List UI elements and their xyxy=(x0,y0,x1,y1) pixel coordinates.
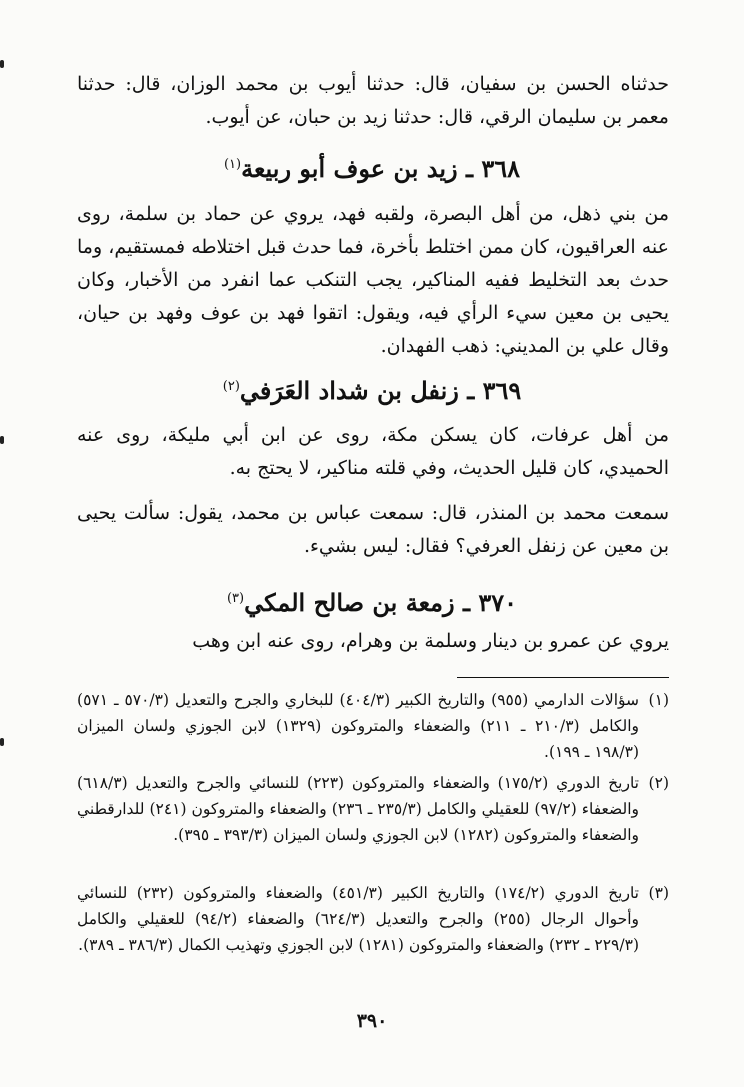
paragraph-entry-370: يروي عن عمرو بن دينار وسلمة بن وهرام، روى عنه ابن وهب xyxy=(192,630,669,652)
footnote-ref: (٣) xyxy=(226,591,245,606)
paragraph-isnad: حدثناه الحسن بن سفيان، قال: حدثنا أيوب بن محمد الوزان، قال: حدثنا معمر بن سليمان الرقي، قال: حدثنا زيد بن حبان، عن أيوب. xyxy=(77,73,669,128)
paragraph-entry-368: من بني ذهل، من أهل البصرة، ولقبه فهد، يروي عن حماد بن سلمة، روى عنه العراقيون، كان ممن اختلط بأخرة، فما حدث قبل اختلاطه فمستقيم، وما حدث بعد التخليط ففيه المناكير، يجب التنكب عما انفرد من الأخبار، وكان يحيى بن معين سيء الرأي فيه، ويقول: اتقوا فهد بن عوف وفهد بن حيان، وقال علي بن المديني: ذهب الفهدان. xyxy=(77,203,670,357)
footnote-ref: (٢) xyxy=(222,379,240,394)
entry-heading-369 xyxy=(0,370,744,408)
entry-heading-370 xyxy=(0,582,744,620)
paragraph-entry-369-narration: سمعت محمد بن المنذر، قال: سمعت عباس بن محمد، يقول: سألت يحيى بن معين عن زنفل العرفي؟ فقال: ليس بشيء. xyxy=(77,502,669,557)
paragraph-entry-369: من أهل عرفات، كان يسكن مكة، روى عن ابن أبي مليكة، روى عنه الحميدي، كان قليل الحديث، وفي قلته مناكير، لا يحتج به. xyxy=(77,424,669,479)
footnote-text: تاريخ الدوري (١٧٤/٢) والتاريخ الكبير (٤٥١/٣) والضعفاء والمتروكون (٢٣٢) للنسائي وأحوال الرجال (٢٥٥) والجرح والتعديل (٦٢٤/٣) والضعفاء (٩٤/٢) للعقيلي والكامل (٢٢٩/٣ ـ ٢٣٢) والضعفاء والمتروكون (١٢٨١) لابن الجوزي وتهذيب الكمال (٣٨٦/٣ ـ ٣٨٩). xyxy=(77,884,640,954)
footnote-2 xyxy=(77,770,669,848)
footnote-text: تاريخ الدوري (١٧٥/٢) والضعفاء والمتروكون (٢٢٣) للنسائي والجرح والتعديل (٦١٨/٣) والضعفاء (٩٧/٢) للعقيلي والكامل (٢٣٥/٣ ـ ٢٣٦) والضعفاء والمتروكون (٢٤١) للدارقطني والضعفاء والمتروكون (١٢٨٢) لابن الجوزي ولسان الميزان (٣٩٣/٣ ـ ٣٩٥). xyxy=(77,774,639,844)
page-number: ٣٩٠ xyxy=(356,1010,388,1032)
entry-title: ٣٦٨ ـ زيد بن عوف أبو ربيعة xyxy=(241,154,521,183)
footnote-separator xyxy=(457,677,669,678)
footnote-ref: (١) xyxy=(223,157,242,172)
margin-mark xyxy=(0,738,4,746)
entry-heading-368 xyxy=(0,148,744,186)
margin-mark xyxy=(0,60,4,68)
footnote-number: (١) xyxy=(648,691,669,709)
footnote-1 xyxy=(77,687,669,765)
footnote-text: سؤالات الدارمي (٩٥٥) والتاريخ الكبير (٤٠٤/٣) للبخاري والجرح والتعديل (٥٧٠/٣ ـ ٥٧١) والكامل (٢١٠/٣ ـ ٢١١) والضعفاء والمتروكون (١٣٢٩) لابن الجوزي ولسان الميزان (١٩٨/٣ ـ ١٩٩). xyxy=(77,691,639,761)
footnote-number: (٢) xyxy=(648,774,669,792)
footnote-3 xyxy=(77,880,669,958)
margin-mark xyxy=(0,436,4,444)
entry-title: ٣٦٩ ـ زنفل بن شداد العَرَفي xyxy=(239,376,522,405)
entry-title: ٣٧٠ ـ زمعة بن صالح المكي xyxy=(244,588,518,617)
footnote-number: (٣) xyxy=(648,884,669,902)
